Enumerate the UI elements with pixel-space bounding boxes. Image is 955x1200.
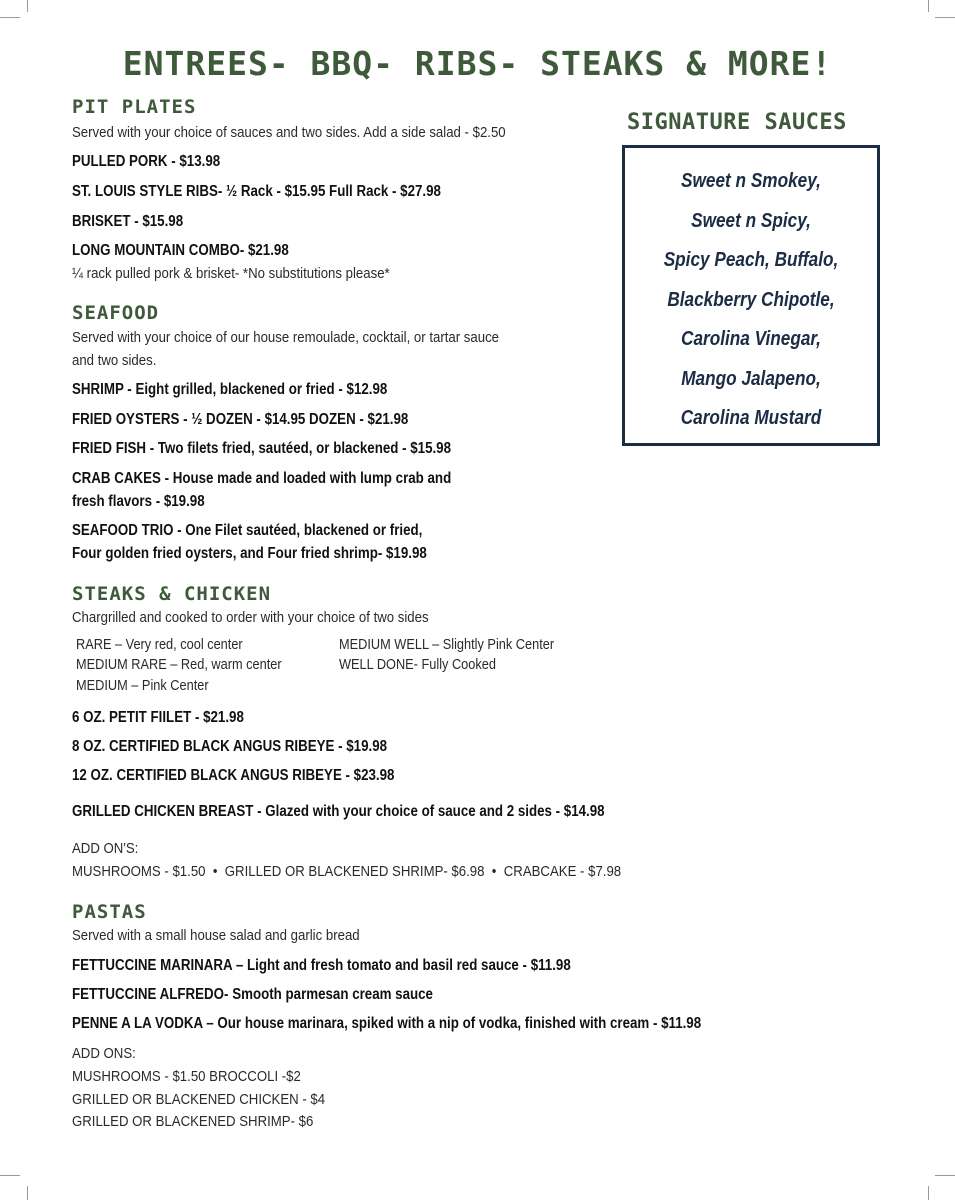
pastas-addons-label: ADD ONS: xyxy=(72,1045,136,1062)
signature-sauces-box xyxy=(622,145,880,446)
crop-mark-top-right-h xyxy=(935,17,955,18)
seafood-heading: SEAFOOD xyxy=(72,302,160,324)
seafood-item: Four golden fried oysters, and Four fried shrimp- $19.98 xyxy=(72,545,427,562)
pasta-item: FETTUCCINE ALFREDO- Smooth parmesan cream sauce xyxy=(72,986,433,1003)
crop-mark-top-right-v xyxy=(928,0,929,12)
steaks-heading: STEAKS & CHICKEN xyxy=(72,583,272,605)
pasta-addon: GRILLED OR BLACKENED SHRIMP- $6 xyxy=(72,1113,314,1130)
pastas-description: Served with a small house salad and garlic bread xyxy=(72,927,360,944)
crop-mark-bottom-right-h xyxy=(935,1175,955,1176)
crop-mark-bottom-right-v xyxy=(928,1186,929,1200)
seafood-description: Served with your choice of our house remoulade, cocktail, or tartar sauce xyxy=(72,329,500,346)
pasta-addon: GRILLED OR BLACKENED CHICKEN - $4 xyxy=(72,1091,326,1108)
steak-item: 12 OZ. CERTIFIED BLACK ANGUS RIBEYE - $23.98 xyxy=(72,767,395,784)
sauce-item: Blackberry Chipotle, xyxy=(667,288,835,311)
steak-item: GRILLED CHICKEN BREAST - Glazed with your choice of sauce and 2 sides - $14.98 xyxy=(72,803,605,820)
sauce-item: Sweet n Smokey, xyxy=(681,170,821,192)
crop-mark-top-left-h xyxy=(0,17,20,18)
crop-mark-bottom-left-h xyxy=(0,1175,20,1176)
pit-plate-item: LONG MOUNTAIN COMBO- $21.98 xyxy=(72,242,289,259)
sauce-item: Sweet n Spicy, xyxy=(691,209,811,232)
seafood-item: FRIED OYSTERS - ½ DOZEN - $14.95 DOZEN - $21.98 xyxy=(72,411,409,428)
seafood-item: CRAB CAKES - House made and loaded with lump crab and xyxy=(72,470,452,487)
seafood-item: SHRIMP - Eight grilled, blackened or fried - $12.98 xyxy=(72,381,388,398)
sauce-list xyxy=(625,162,877,439)
crop-mark-bottom-left-v xyxy=(27,1186,28,1200)
temperature-guide-item: MEDIUM WELL – Slightly Pink Center xyxy=(339,637,555,653)
sauce-item: Carolina Vinegar, xyxy=(681,328,821,350)
steaks-description: Chargrilled and cooked to order with your choice of two sides xyxy=(72,609,429,626)
pastas-heading: PASTAS xyxy=(72,901,147,923)
steak-item: 6 OZ. PETIT FIILET - $21.98 xyxy=(72,709,244,726)
steaks-addons-label: ADD ON'S: xyxy=(72,840,139,857)
pit-plates-description: Served with your choice of sauces and two sides. Add a side salad - $2.50 xyxy=(72,124,506,141)
pasta-item: FETTUCCINE MARINARA – Light and fresh tomato and basil red sauce - $11.98 xyxy=(72,957,571,974)
steak-item: 8 OZ. CERTIFIED BLACK ANGUS RIBEYE - $19.98 xyxy=(72,738,388,755)
temperature-guide-item: RARE – Very red, cool center xyxy=(76,637,243,653)
temperature-guide-item: MEDIUM RARE – Red, warm center xyxy=(76,657,282,673)
temperature-guide-item: MEDIUM – Pink Center xyxy=(76,678,209,694)
combo-note: ¼ rack pulled pork & brisket- *No substitutions please* xyxy=(72,265,390,282)
pasta-item: PENNE A LA VODKA – Our house marinara, spiked with a nip of vodka, finished with cream - $11.98 xyxy=(72,1015,702,1032)
pasta-addon: MUSHROOMS - $1.50 BROCCOLI -$2 xyxy=(72,1068,301,1085)
pit-plates-heading: PIT PLATES xyxy=(72,96,197,118)
sauce-item: Spicy Peach, Buffalo, xyxy=(663,249,839,271)
temperature-guide-item: WELL DONE- Fully Cooked xyxy=(339,657,496,673)
sauce-item: Carolina Mustard xyxy=(680,407,822,429)
crop-mark-top-left-v xyxy=(27,0,28,12)
seafood-item: fresh flavors - $19.98 xyxy=(72,493,205,510)
seafood-item: FRIED FISH - Two filets fried, sautéed, or blackened - $15.98 xyxy=(72,440,452,457)
seafood-description: and two sides. xyxy=(72,352,157,369)
menu-title: ENTREES- BBQ- RIBS- STEAKS & MORE! xyxy=(122,44,833,83)
signature-sauces-heading: SIGNATURE SAUCES xyxy=(627,110,847,135)
sauce-item: Mango Jalapeno, xyxy=(681,367,821,390)
pit-plate-item: PULLED PORK - $13.98 xyxy=(72,153,221,170)
pit-plate-item: ST. LOUIS STYLE RIBS- ½ Rack - $15.95 Full Rack - $27.98 xyxy=(72,183,441,200)
steaks-addons: MUSHROOMS - $1.50 • GRILLED OR BLACKENED SHRIMP- $6.98 • CRABCAKE - $7.98 xyxy=(72,863,622,880)
seafood-item: SEAFOOD TRIO - One Filet sautéed, blackened or fried, xyxy=(72,522,423,539)
pit-plate-item: BRISKET - $15.98 xyxy=(72,213,184,230)
